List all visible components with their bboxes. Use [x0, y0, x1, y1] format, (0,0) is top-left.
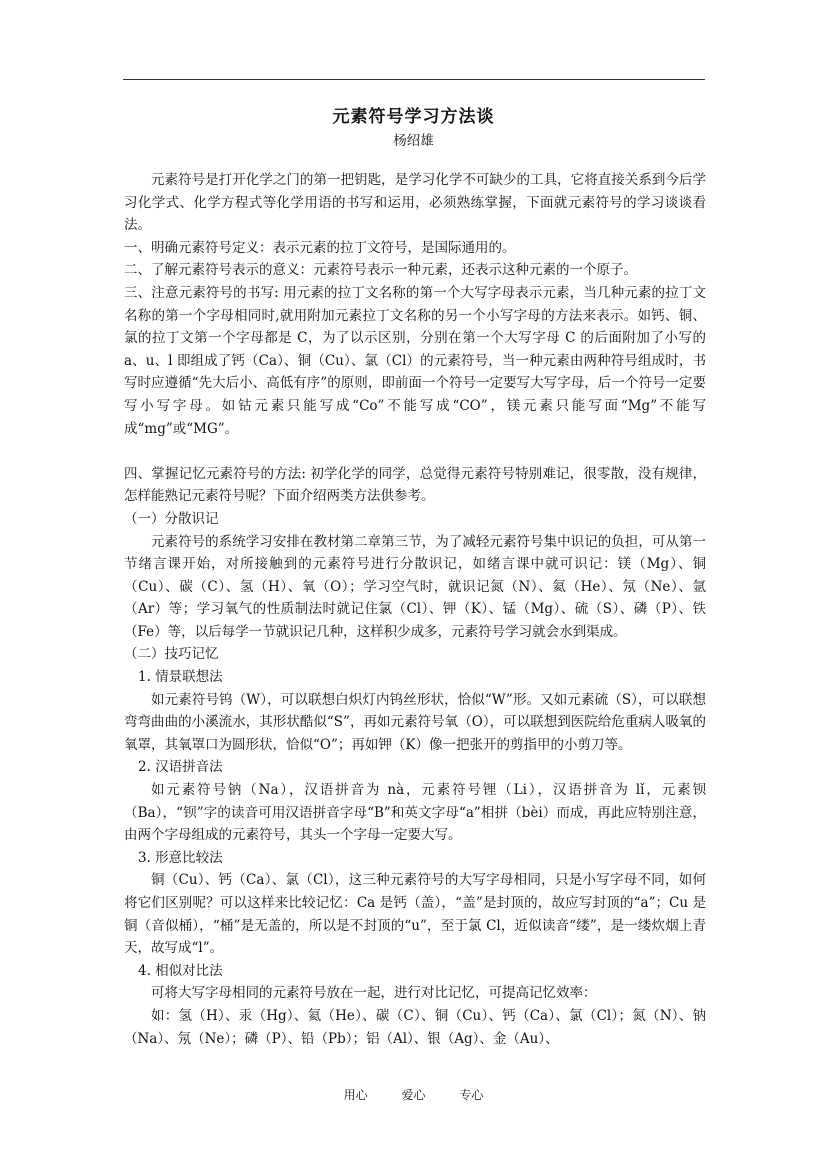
footer-word-2: 爱心: [401, 1088, 426, 1102]
section-2: 二、了解元素符号表示的意义：元素符号表示一种元素，还表示这种元素的一个原子。: [124, 262, 637, 279]
document-title: 元素符号学习方法谈: [332, 107, 495, 127]
page-footer: [0, 1086, 827, 1103]
method-2-heading: 2. 汉语拼音法: [138, 759, 223, 776]
method-4-heading: 4. 相似对比法: [138, 962, 223, 979]
document-body: [124, 169, 706, 1050]
footer-word-1: 用心: [343, 1088, 368, 1102]
method-2-text: 如元素符号钠（Na），汉语拼音为 nà，元素符号锂（Li），汉语拼音为 lǐ，元素钡（Ba），“钡”字的读音可用汉语拼音字母“B”和英文字母“a”相拼（bèi）而成，再此应特别注意，由两个字母组成的元素符号，其头一个字母一定要大写。: [124, 782, 706, 844]
header-rule: [123, 79, 705, 80]
blank-line: [124, 440, 706, 463]
footer-word-3: 专心: [459, 1088, 484, 1102]
method-4-example: 如：氢（H）、汞（Hg）、氦（He）、碳（C）、铜（Cu）、钙（Ca）、氯（Cl）；氮（N）、钠（Na）、氖（Ne）；磷（P）、铅（Pb）；铝（Al）、银（Ag）、金（Au）、: [124, 1007, 706, 1047]
method-3-text: 铜（Cu）、钙（Ca）、氯（Cl），这三种元素符号的大写字母相同，只是小写字母不同，如何将它们区别呢？可以这样来比较记忆：Ca 是钙（盖），“盖”是封顶的，故应写封顶的“a”；Cu 是铜（音似桶），“桶”是无盖的，所以是不封顶的“u”，至于氯 Cl，近似读音“缕”，是一缕炊烟上青天，故写成“l”。: [124, 872, 706, 957]
author-name: 杨绍雄: [393, 133, 434, 149]
paragraph-dispersed: 元素符号的系统学习安排在教材第二章第三节，为了减轻元素符号集中识记的负担，可从第一节绪言课开始，对所接触到的元素符号进行分散识记，如绪言课中就可识记：镁（Mg）、铜（Cu）、碳（C）、氢（H）、氧（O）；学习空气时，就识记氮（N）、氦（He）、氖（Ne）、氩（Ar）等；学习氧气的性质制法时就记住氯（Cl）、钾（K）、锰（Mg）、硫（S）、磷（P）、铁（Fe）等，以后每学一节就识记几种，这样积少成多，元素符号学习就会水到渠成。: [124, 533, 706, 640]
method-1-text: 如元素符号钨（W），可以联想白炽灯内钨丝形状，恰似“W”形。又如元素硫（S），可以联想弯弯曲曲的小溪流水，其形状酷似“S”，再如元素符号氧（O），可以联想到医院给危重病人吸氧的氧罩，其氧罩口为圆形状，恰似“O”；再如钾（K）像一把张开的剪指甲的小剪刀等。: [124, 691, 706, 753]
method-1-heading: 1. 情景联想法: [138, 669, 223, 686]
section-3: 三、注意元素符号的书写: 用元素的拉丁文名称的第一个大写字母表示元素，当几种元素的拉丁文名称的第一个字母相同时,就用附加元素拉丁文名称的另一个小写字母的方法来表示。如钙、铜、氯的拉丁文第一个字母都是 C，为了以示区别，分别在第一个大写字母 C 的后面附加了小写的 a、u、l 即组成了钙（Ca）、铜（Cu）、氯（Cl）的元素符号，当一种元素由两种符号组成时，书写时应遵循“先大后小、高低有序”的原则，即前面一个符号一定要写大写字母，后一个符号一定要写小写字母。如钴元素只能写成“Co”不能写成“CO”，镁元素只能写面“Mg”不能写成“mg”或“MG”。: [124, 284, 707, 437]
paragraph-intro: 元素符号是打开化学之门的第一把钥匙，是学习化学不可缺少的工具，它将直接关系到今后学习化学式、化学方程式等化学用语的书写和运用，必须熟练掌握，下面就元素符号的学习谈谈看法。: [124, 172, 706, 234]
subheading-2: （二）技巧记忆: [124, 646, 219, 663]
subheading-1: （一）分散识记: [124, 510, 219, 527]
method-3-heading: 3. 形意比较法: [138, 849, 223, 866]
section-1: 一、明确元素符号定义：表示元素的拉丁文符号，是国际通用的。: [124, 239, 516, 256]
method-4-text: 可将大写字母相同的元素符号放在一起，进行对比记忆，可提高记忆效率：: [151, 985, 597, 1002]
section-4: 四、掌握记忆元素符号的方法: 初学化学的同学，总觉得元素符号特别难记，很零散，没有规律，怎样能熟记元素符号呢？下面介绍两类方法供参考。: [124, 465, 706, 505]
